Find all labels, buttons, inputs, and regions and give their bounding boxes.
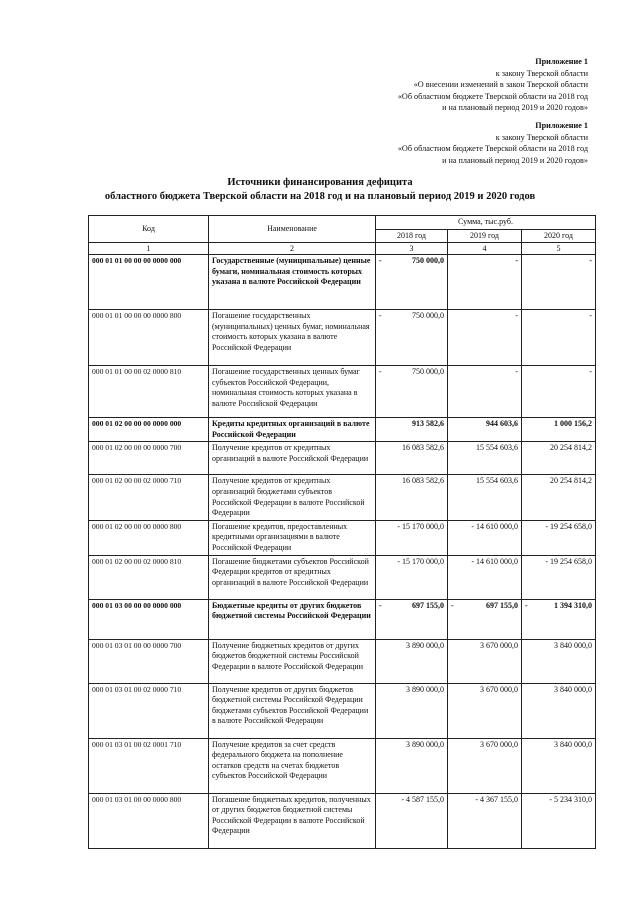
row-code: 000 01 03 00 00 00 0000 000	[89, 599, 209, 639]
row-value-2020	[522, 310, 596, 366]
table-row	[89, 366, 596, 418]
row-value-2019	[448, 418, 522, 442]
appendix-block-1	[398, 56, 588, 114]
row-code: 000 01 03 01 00 00 0000 800	[89, 793, 209, 848]
row-value-2019	[448, 366, 522, 418]
row-value-2018	[376, 793, 448, 848]
header-2020: 2020 год	[522, 229, 596, 243]
row-value-2019	[448, 310, 522, 366]
value-text: - 19 254 658,0	[545, 556, 593, 566]
value-text: 16 083 582,6	[402, 443, 444, 453]
value-text: -	[589, 367, 593, 377]
row-value-2020	[522, 683, 596, 738]
row-value-2020	[522, 639, 596, 683]
row-name: Получение кредитов за счет средств федерального бюджета на пополнение остатков средств на счетах бюджетов субъектов Российской Федерации	[209, 738, 376, 793]
value-text: - 19 254 658,0	[545, 521, 593, 531]
row-value-2020	[522, 442, 596, 475]
value-text: -	[589, 311, 593, 321]
table-row	[89, 738, 596, 793]
table-row	[89, 255, 596, 310]
row-code: 000 01 02 00 00 02 0000 810	[89, 555, 209, 599]
value-text: 3 840 000,0	[554, 684, 593, 694]
column-number: 3	[376, 243, 448, 255]
row-value-2018	[376, 475, 448, 520]
row-value-2020	[522, 366, 596, 418]
row-name: Получение кредитов от кредитных организаций бюджетами субъектов Российской Федерации в валюте Российской Федерации	[209, 475, 376, 520]
value-text: - 5 234 310,0	[549, 794, 593, 804]
row-value-2018	[376, 255, 448, 310]
row-code: 000 01 01 00 00 00 0000 000	[89, 255, 209, 310]
row-value-2020	[522, 418, 596, 442]
row-value-2019	[448, 793, 522, 848]
row-code: 000 01 03 01 00 02 0001 710	[89, 738, 209, 793]
minus-sign: -	[451, 600, 454, 610]
value-text: - 4 587 155,0	[401, 794, 444, 804]
header-sum: Сумма, тыс.руб.	[376, 216, 596, 230]
row-value-2020	[522, 555, 596, 599]
row-value-2019	[448, 683, 522, 738]
value-text: 3 890 000,0	[406, 640, 444, 650]
row-code: 000 01 03 01 00 02 0000 710	[89, 683, 209, 738]
row-value-2018	[376, 418, 448, 442]
value-text: -	[515, 311, 518, 321]
row-value-2018	[376, 639, 448, 683]
row-name: Кредиты кредитных организаций в валюте Российской Федерации	[209, 418, 376, 442]
value-text: 1 000 156,2	[554, 419, 593, 429]
minus-sign: -	[379, 256, 382, 266]
row-code: 000 01 02 00 00 00 0000 700	[89, 442, 209, 475]
row-value-2019	[448, 599, 522, 639]
row-code: 000 01 01 00 00 00 0000 800	[89, 310, 209, 366]
value-text: -	[515, 256, 518, 266]
appendix-title: Приложение 1	[535, 121, 588, 130]
value-text: - 14 610 000,0	[471, 556, 518, 566]
row-value-2019	[448, 255, 522, 310]
value-text: 15 554 603,6	[476, 443, 518, 453]
header-2019: 2019 год	[448, 229, 522, 243]
document-title	[0, 176, 640, 204]
value-text: 697 155,0	[486, 600, 518, 610]
value-text: 3 670 000,0	[480, 739, 518, 749]
minus-sign: -	[379, 600, 382, 610]
value-text: 750 000,0	[412, 311, 444, 321]
table-body	[89, 255, 596, 848]
row-value-2018	[376, 683, 448, 738]
appendix-line: и на плановый период 2019 и 2020 годов»	[442, 103, 588, 112]
table-row	[89, 418, 596, 442]
row-name: Государственные (муниципальные) ценные бумаги, номинальная стоимость которых указана в валюте Российской Федерации	[209, 255, 376, 310]
row-code: 000 01 02 00 00 00 0000 800	[89, 520, 209, 555]
row-value-2018	[376, 310, 448, 366]
row-value-2018	[376, 555, 448, 599]
row-value-2019	[448, 738, 522, 793]
value-text: 913 582,6	[412, 419, 444, 429]
row-name: Бюджетные кредиты от других бюджетов бюджетной системы Российской Федерации	[209, 599, 376, 639]
row-value-2019	[448, 475, 522, 520]
row-value-2019	[448, 555, 522, 599]
value-text: 3 670 000,0	[480, 640, 518, 650]
value-text: 750 000,0	[412, 367, 444, 377]
row-code: 000 01 02 00 00 00 0000 000	[89, 418, 209, 442]
value-text: 20 254 814,2	[550, 443, 593, 453]
appendix-title: Приложение 1	[535, 57, 588, 66]
minus-sign: -	[379, 311, 382, 321]
column-number: 2	[209, 243, 376, 255]
header-name: Наименование	[209, 216, 376, 243]
document-title-line-1: Источники финансирования дефицита	[227, 177, 413, 188]
row-value-2018	[376, 599, 448, 639]
value-text: 750 000,0	[412, 256, 444, 266]
value-text: -	[589, 256, 593, 266]
row-value-2018	[376, 366, 448, 418]
value-text: 1 394 310,0	[554, 600, 593, 610]
header-2018: 2018 год	[376, 229, 448, 243]
row-code: 000 01 02 00 00 02 0000 710	[89, 475, 209, 520]
row-value-2019	[448, 520, 522, 555]
column-number: 1	[89, 243, 209, 255]
row-value-2020	[522, 520, 596, 555]
appendix-block-2	[398, 120, 588, 166]
appendix-line: «О внесении изменений в закон Тверской области	[413, 80, 588, 89]
value-text: - 4 367 155,0	[475, 794, 518, 804]
table-row	[89, 442, 596, 475]
row-value-2020	[522, 738, 596, 793]
row-code: 000 01 03 01 00 00 0000 700	[89, 639, 209, 683]
row-value-2020	[522, 475, 596, 520]
value-text: 15 554 603,6	[476, 476, 518, 486]
row-name: Погашение государственных ценных бумаг субъектов Российской Федерации, номинальная стоимость которых указана в валюте Российской Федерации	[209, 366, 376, 418]
document-title-line-2: областного бюджета Тверской области на 2018 год и на плановый период 2019 и 2020 годов	[104, 191, 536, 202]
row-value-2020	[522, 255, 596, 310]
row-name: Получение кредитов от кредитных организаций в валюте Российской Федерации	[209, 442, 376, 475]
row-name: Получение бюджетных кредитов от других бюджетов бюджетной системы Российской Федерации в валюте Российской Федерации	[209, 639, 376, 683]
row-name: Погашение кредитов, предоставленных кредитными организациями в валюте Российской Федерации	[209, 520, 376, 555]
row-value-2018	[376, 520, 448, 555]
financing-sources-table	[88, 215, 596, 849]
row-value-2020	[522, 793, 596, 848]
table-row	[89, 520, 596, 555]
table-row	[89, 599, 596, 639]
table-row	[89, 475, 596, 520]
value-text: - 14 610 000,0	[471, 521, 518, 531]
appendix-line: к закону Тверской области	[495, 132, 588, 142]
row-name: Погашение бюджетами субъектов Российской Федерации кредитов от кредитных организаций в валюте Российской Федерации	[209, 555, 376, 599]
appendix-line: и на плановый период 2019 и 2020 годов»	[442, 155, 588, 165]
value-text: 3 890 000,0	[406, 684, 444, 694]
row-name: Получение кредитов от других бюджетов бюджетной системы Российской Федерации бюджетами субъектов Российской Федерации в валюте Российской Федерации	[209, 683, 376, 738]
column-number: 4	[448, 243, 522, 255]
table-row	[89, 555, 596, 599]
appendix-line: к закону Тверской области	[495, 68, 588, 78]
minus-sign: -	[379, 367, 382, 377]
value-text: 16 083 582,6	[402, 476, 444, 486]
value-text: 3 890 000,0	[406, 739, 444, 749]
appendix-line: «Об областном бюджете Тверской области на 2018 год	[397, 144, 588, 153]
value-text: - 15 170 000,0	[397, 556, 444, 566]
row-value-2018	[376, 738, 448, 793]
value-text: 3 670 000,0	[480, 684, 518, 694]
header-code: Код	[89, 216, 209, 243]
row-value-2020	[522, 599, 596, 639]
table-row	[89, 793, 596, 848]
value-text: 3 840 000,0	[554, 739, 593, 749]
row-value-2019	[448, 442, 522, 475]
row-value-2019	[448, 639, 522, 683]
row-code: 000 01 01 00 00 02 0000 810	[89, 366, 209, 418]
value-text: - 15 170 000,0	[397, 521, 444, 531]
row-name: Погашение бюджетных кредитов, полученных от других бюджетов бюджетной системы Российской Федерации в валюте Российской Федерации	[209, 793, 376, 848]
row-name: Погашение государственных (муниципальных) ценных бумаг, номинальная стоимость которых указана в валюте Российской Федерации	[209, 310, 376, 366]
value-text: -	[515, 367, 518, 377]
appendix-line: «Об областном бюджете Тверской области на 2018 год	[397, 91, 588, 101]
value-text: 697 155,0	[412, 600, 444, 610]
minus-sign: -	[525, 600, 528, 610]
table-row	[89, 683, 596, 738]
row-value-2018	[376, 442, 448, 475]
value-text: 20 254 814,2	[550, 476, 593, 486]
table-row	[89, 310, 596, 366]
column-number: 5	[522, 243, 596, 255]
table-row	[89, 639, 596, 683]
value-text: 3 840 000,0	[554, 640, 593, 650]
value-text: 944 603,6	[486, 419, 518, 429]
